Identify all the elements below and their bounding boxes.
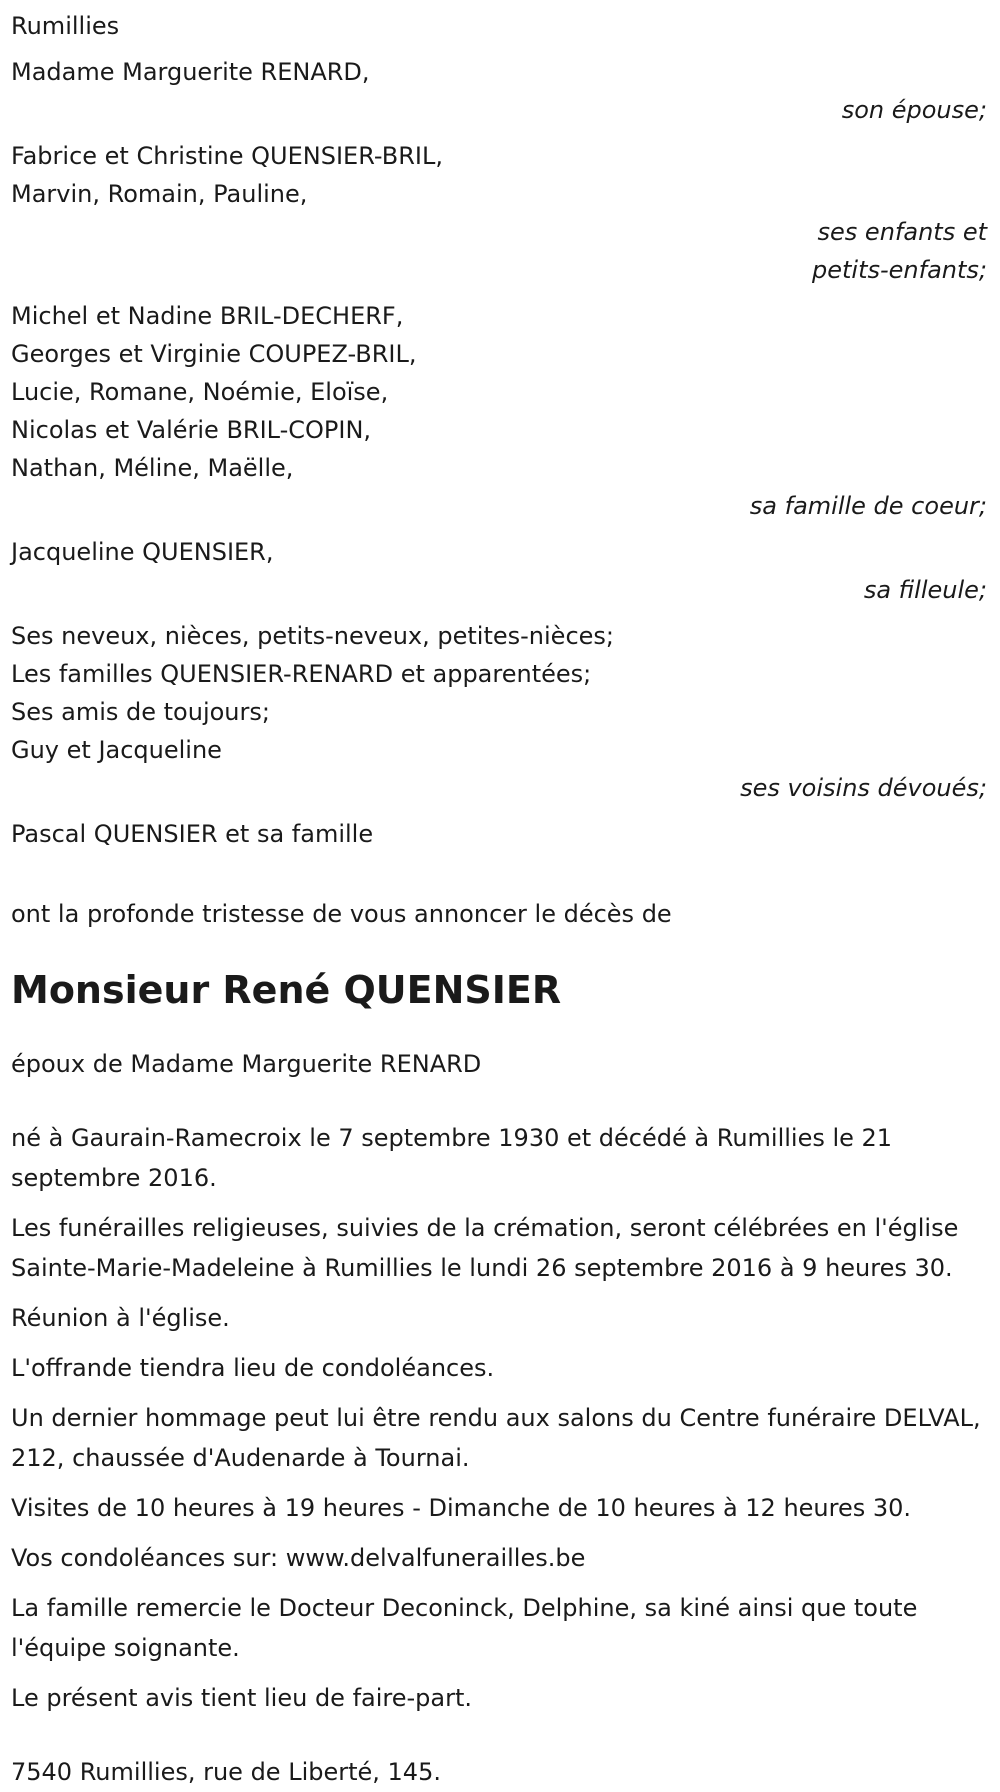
- condolences-info: Vos condoléances sur: www.delvalfunerailles.be: [11, 1544, 586, 1572]
- offering-info: L'offrande tiendra lieu de condoléances.: [11, 1354, 495, 1382]
- spouse-of: époux de Madame Marguerite RENARD: [11, 1050, 482, 1078]
- funeral-details: Les funérailles religieuses, suivies de la crémation, seront célébrées en l'église Sainte-Marie-Madeleine à Rumillies le lundi 26 septembre 2016 à 9 heures 30.: [11, 1214, 959, 1282]
- goddaughter-name: Jacqueline QUENSIER,: [11, 538, 274, 566]
- address: 7540 Rumillies, rue de Liberté, 145.: [11, 1758, 441, 1786]
- heart-family-line-5: Nathan, Méline, Maëlle,: [11, 454, 294, 482]
- birth-death: né à Gaurain-Ramecroix le 7 septembre 1930 et décédé à Rumillies le 21 septembre 2016.: [11, 1124, 893, 1192]
- others-line-4: Guy et Jacqueline: [11, 736, 222, 764]
- tribute-info: Un dernier hommage peut lui être rendu aux salons du Centre funéraire DELVAL, 212, chaussée d'Audenarde à Tournai.: [11, 1404, 981, 1472]
- heart-family-line-1: Michel et Nadine BRIL-DECHERF,: [11, 302, 404, 330]
- others-line-3: Ses amis de toujours;: [11, 698, 270, 726]
- town: Rumillies: [11, 12, 120, 40]
- others-role: ses voisins dévoués;: [740, 774, 987, 802]
- notice-info: Le présent avis tient lieu de faire-part.: [11, 1684, 473, 1712]
- spouse-name: Madame Marguerite RENARD,: [11, 58, 370, 86]
- goddaughter-role: sa filleule;: [863, 576, 987, 604]
- children-role-line-2: petits-enfants;: [812, 256, 987, 284]
- heart-family-line-3: Lucie, Romane, Noémie, Eloïse,: [11, 378, 389, 406]
- others-line-1: Ses neveux, nièces, petits-neveux, petites-nièces;: [11, 622, 614, 650]
- children-line-1: Fabrice et Christine QUENSIER-BRIL,: [11, 142, 443, 170]
- spouse-role: son épouse;: [841, 96, 987, 124]
- children-line-2: Marvin, Romain, Pauline,: [11, 180, 308, 208]
- meeting-info: Réunion à l'église.: [11, 1304, 230, 1332]
- children-role-line-1: ses enfants et: [817, 218, 987, 246]
- thanks-info: La famille remercie le Docteur Deconinck, Delphine, sa kiné ainsi que toute l'équipe soignante.: [11, 1594, 918, 1662]
- others-line-2: Les familles QUENSIER-RENARD et apparentées;: [11, 660, 592, 688]
- last-family-line: Pascal QUENSIER et sa famille: [11, 820, 374, 848]
- announcement-intro: ont la profonde tristesse de vous annoncer le décès de: [11, 900, 672, 928]
- heart-family-line-2: Georges et Virginie COUPEZ-BRIL,: [11, 340, 417, 368]
- heart-family-line-4: Nicolas et Valérie BRIL-COPIN,: [11, 416, 372, 444]
- obituary-content: [11, 6, 991, 1792]
- visits-info: Visites de 10 heures à 19 heures - Dimanche de 10 heures à 12 heures 30.: [11, 1494, 912, 1522]
- deceased-name: Monsieur René QUENSIER: [11, 968, 562, 1012]
- heart-family-role: sa famille de coeur;: [749, 492, 987, 520]
